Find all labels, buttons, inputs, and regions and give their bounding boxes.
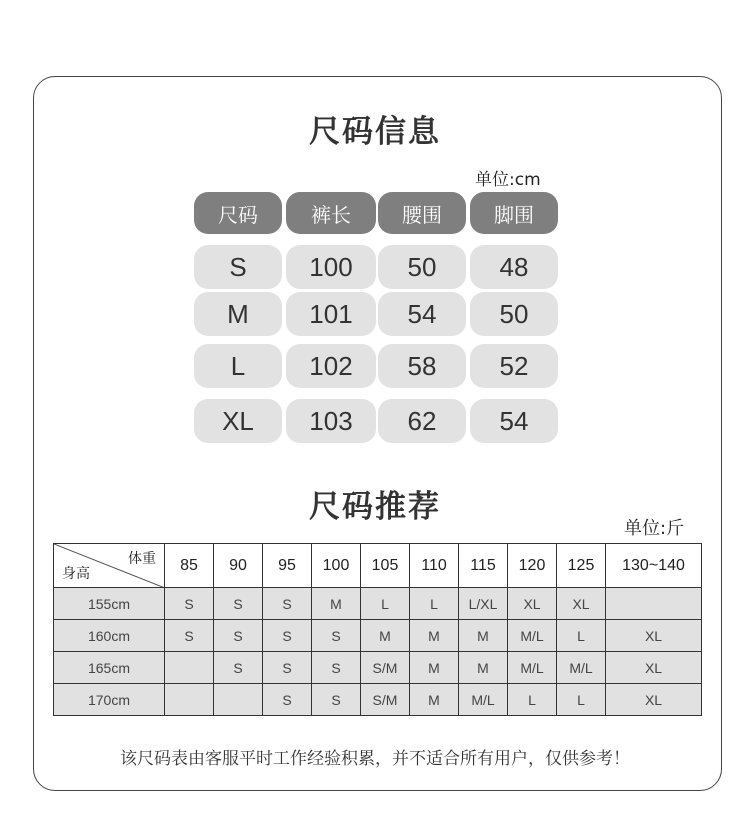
size-recommend-table: [53, 543, 702, 716]
size-cell: L/XL: [459, 588, 508, 620]
size-recommend-title: 尺码推荐: [309, 489, 441, 525]
size-info-cell: M: [194, 292, 282, 336]
size-cell: M/L: [508, 652, 557, 684]
table-row: [54, 620, 702, 652]
size-info-header: 尺码: [194, 192, 282, 234]
size-info-cell: 102: [286, 344, 376, 388]
size-info-cell: 100: [286, 245, 376, 289]
size-cell: XL: [606, 620, 702, 652]
weight-header-cell: 125: [557, 544, 606, 588]
disclaimer-text: 该尺码表由客服平时工作经验积累，并不适合所有用户，仅供参考！: [120, 749, 630, 769]
size-cell: M: [410, 684, 459, 716]
table-row: [54, 652, 702, 684]
size-cell: M: [459, 620, 508, 652]
size-cell: L: [410, 588, 459, 620]
table-row: [54, 588, 702, 620]
size-cell: XL: [606, 684, 702, 716]
size-cell: M/L: [508, 620, 557, 652]
size-cell: M: [361, 620, 410, 652]
size-cell: [214, 684, 263, 716]
size-info-header: 脚围: [470, 192, 558, 234]
size-cell: S: [214, 588, 263, 620]
size-info-header: 裤长: [286, 192, 376, 234]
weight-label: 体重: [128, 551, 156, 567]
corner-header-cell: [54, 544, 165, 588]
table-row: [54, 684, 702, 716]
size-cell: XL: [508, 588, 557, 620]
weight-header-cell: 110: [410, 544, 459, 588]
height-cell: 155cm: [54, 588, 165, 620]
height-label: 身高: [62, 566, 90, 582]
size-info-title: 尺码信息: [309, 114, 441, 150]
height-cell: 170cm: [54, 684, 165, 716]
size-cell: [165, 684, 214, 716]
size-cell: S: [263, 620, 312, 652]
size-info-cell: 54: [378, 292, 466, 336]
size-info-cell: XL: [194, 399, 282, 443]
size-cell: M: [410, 652, 459, 684]
size-info-cell: 54: [470, 399, 558, 443]
size-cell: S: [312, 652, 361, 684]
weight-header-cell: 100: [312, 544, 361, 588]
size-info-cell: 103: [286, 399, 376, 443]
size-cell: M/L: [459, 684, 508, 716]
size-cell: L: [557, 684, 606, 716]
height-cell: 160cm: [54, 620, 165, 652]
size-cell: S: [214, 620, 263, 652]
size-cell: [165, 652, 214, 684]
size-info-cell: 101: [286, 292, 376, 336]
weight-header-cell: 120: [508, 544, 557, 588]
size-info-cell: S: [194, 245, 282, 289]
size-cell: S: [165, 620, 214, 652]
weight-header-cell: 85: [165, 544, 214, 588]
size-info-unit: 单位:cm: [475, 170, 541, 190]
size-cell: S: [263, 588, 312, 620]
size-cell: M: [410, 620, 459, 652]
size-info-cell: 52: [470, 344, 558, 388]
weight-header-cell: 105: [361, 544, 410, 588]
size-cell: S: [263, 652, 312, 684]
size-cell: S: [165, 588, 214, 620]
size-cell: S: [312, 620, 361, 652]
weight-header-cell: 115: [459, 544, 508, 588]
height-cell: 165cm: [54, 652, 165, 684]
size-cell: M: [459, 652, 508, 684]
size-recommend-unit: 单位:斤: [624, 518, 685, 539]
size-info-cell: L: [194, 344, 282, 388]
size-cell: M: [312, 588, 361, 620]
size-cell: S: [312, 684, 361, 716]
size-cell: L: [557, 620, 606, 652]
size-info-cell: 48: [470, 245, 558, 289]
weight-header-cell: 130~140: [606, 544, 702, 588]
weight-header-cell: 95: [263, 544, 312, 588]
weight-header-cell: 90: [214, 544, 263, 588]
size-cell: XL: [557, 588, 606, 620]
size-cell: XL: [606, 652, 702, 684]
size-cell: [606, 588, 702, 620]
size-cell: S/M: [361, 652, 410, 684]
table-header-row: [54, 544, 702, 588]
size-cell: S/M: [361, 684, 410, 716]
size-cell: L: [361, 588, 410, 620]
size-info-cell: 50: [378, 245, 466, 289]
size-info-cell: 58: [378, 344, 466, 388]
size-cell: L: [508, 684, 557, 716]
size-info-cell: 50: [470, 292, 558, 336]
size-cell: S: [214, 652, 263, 684]
size-cell: S: [263, 684, 312, 716]
size-cell: M/L: [557, 652, 606, 684]
size-info-header: 腰围: [378, 192, 466, 234]
size-info-cell: 62: [378, 399, 466, 443]
